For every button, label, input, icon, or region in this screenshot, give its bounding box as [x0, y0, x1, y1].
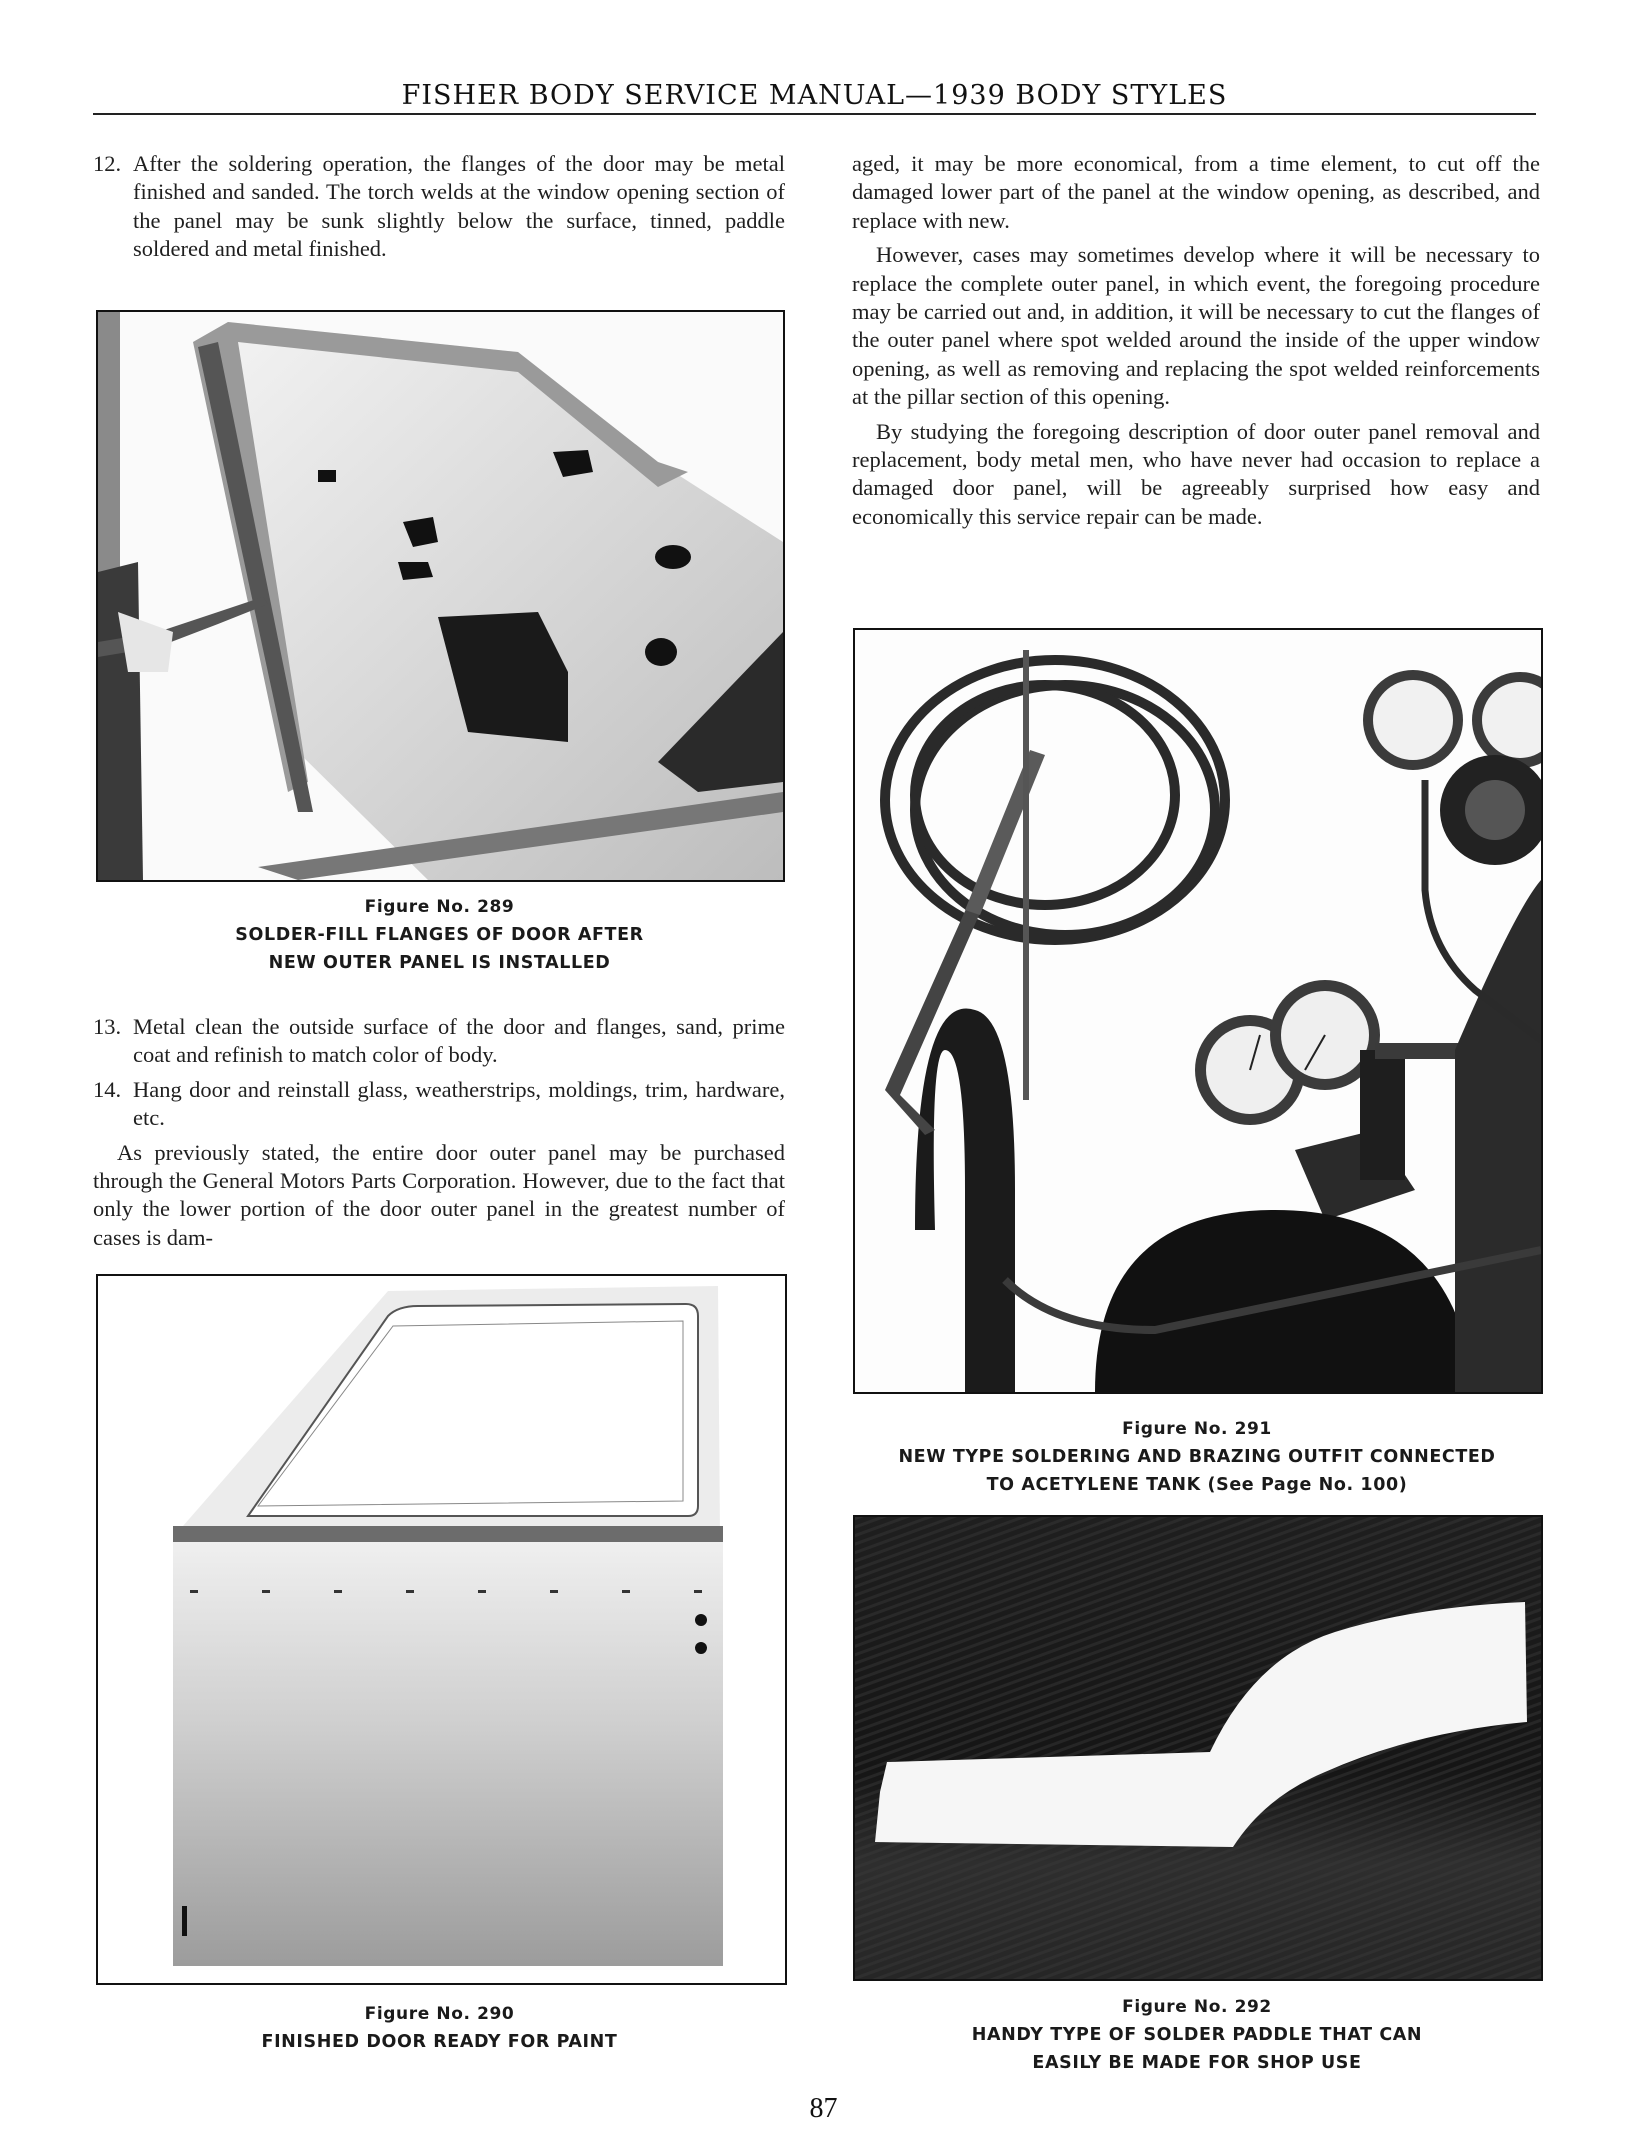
- step-14: [93, 1076, 785, 1133]
- header-rule: [93, 113, 1536, 115]
- figure-number: Figure No. 290: [364, 2004, 515, 2024]
- caption-line: NEW TYPE SOLDERING AND BRAZING OUTFIT CONNECTED: [898, 1447, 1496, 1467]
- figure-291-caption: [853, 1415, 1541, 1499]
- right-column-top: [852, 150, 1540, 537]
- step-text: Hang door and reinstall glass, weatherstrips, moldings, trim, hardware, etc.: [133, 1076, 785, 1131]
- figure-292-caption: [853, 1993, 1541, 2077]
- page-number: 87: [809, 2093, 838, 2124]
- figure-290-caption: [96, 2000, 783, 2056]
- left-column-top: [93, 150, 785, 264]
- paragraph-previously-stated: As previously stated, the entire door outer panel may be purchased through the General Motors Parts Corporation. However, due to the fact that only the lower portion of the door outer panel in the greatest number of cases is dam-: [93, 1139, 785, 1250]
- figure-292-image: [853, 1515, 1543, 1981]
- paragraph-studying: By studying the foregoing description of door outer panel removal and replacement, body metal men, who have never had occasion to replace a damaged door panel, will be agreeably surprised how easy and economically this service repair can be made.: [852, 418, 1540, 529]
- page-header-title: FISHER BODY SERVICE MANUAL—1939 BODY STYLES: [401, 80, 1228, 111]
- caption-line: TO ACETYLENE TANK (See Page No. 100): [986, 1475, 1408, 1495]
- caption-line: NEW OUTER PANEL IS INSTALLED: [268, 953, 611, 973]
- figure-291-image: [853, 628, 1543, 1394]
- step-number: 12.: [93, 151, 122, 176]
- figure-number: Figure No. 291: [1122, 1419, 1272, 1439]
- caption-line: SOLDER-FILL FLANGES OF DOOR AFTER: [235, 925, 644, 945]
- step-text: Metal clean the outside surface of the door and flanges, sand, prime coat and refinish to match color of body.: [133, 1014, 785, 1068]
- figure-289-caption: [96, 893, 783, 977]
- caption-line: FINISHED DOOR READY FOR PAINT: [261, 2032, 618, 2052]
- step-number: 13.: [93, 1014, 122, 1039]
- caption-line: EASILY BE MADE FOR SHOP USE: [1032, 2053, 1362, 2073]
- figure-290-image: [96, 1274, 787, 1985]
- step-12: [93, 150, 785, 264]
- step-number: 14.: [93, 1076, 122, 1102]
- figure-289-image: [96, 310, 785, 882]
- figure-number: Figure No. 292: [1122, 1997, 1272, 2017]
- figure-number: Figure No. 289: [364, 897, 515, 917]
- caption-line: HANDY TYPE OF SOLDER PADDLE THAT CAN: [971, 2025, 1423, 2045]
- step-text: After the soldering operation, the flanges of the door may be metal finished and sanded. The torch welds at the window opening section of the panel may be sunk slightly below the surface, tinned, paddle soldered and metal finished.: [133, 151, 785, 262]
- left-column-middle: [93, 1013, 785, 1258]
- step-13: [93, 1013, 785, 1070]
- paragraph-continued: aged, it may be more economical, from a time element, to cut off the damaged lower part of the panel at the window opening, as described, and replace with new.: [852, 151, 1540, 233]
- paragraph-however: However, cases may sometimes develop where it will be necessary to replace the complete outer panel, in which event, the foregoing procedure may be carried out and, in addition, it will be necessary to cut the flanges of the outer panel where spot welded around the inside of the upper window opening, as well as removing and replacing the spot welded reinforcements at the pillar section of this opening.: [852, 242, 1540, 410]
